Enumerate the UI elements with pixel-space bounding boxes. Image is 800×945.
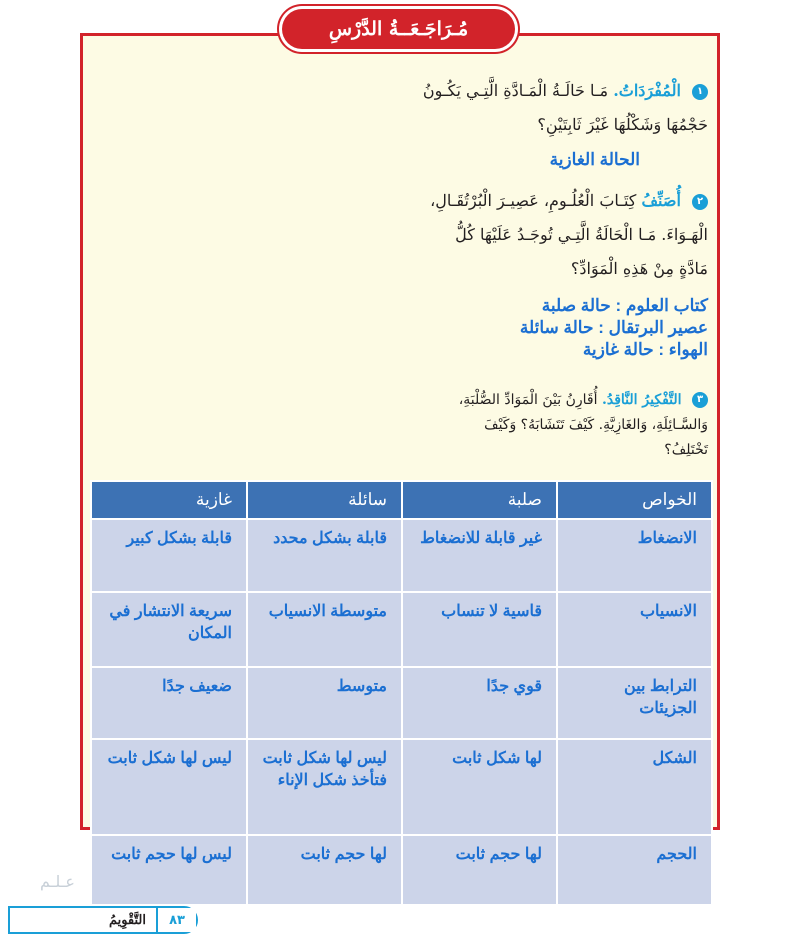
- table-header: صلبة: [402, 481, 557, 519]
- watermark-logo: عـلـم: [40, 872, 75, 891]
- question-term: التَّفْكِيرُ النَّاقِدُ.: [601, 392, 682, 408]
- question-text: حَجْمُهَا وَشَكْلُهَا غَيْرَ ثَابِتَيْنِ؟: [537, 115, 708, 134]
- question-1: [423, 74, 708, 142]
- table-cell: سريعة الانتشار في المكان: [91, 592, 247, 667]
- table-cell: قابلة بشكل كبير: [91, 519, 247, 592]
- row-property: الشكل: [557, 739, 712, 835]
- table-header: الخواص: [557, 481, 712, 519]
- table-header-row: [91, 481, 712, 519]
- table-cell: قوي جدًا: [402, 667, 557, 739]
- question-3-line-1: [459, 388, 708, 413]
- question-term: الْمُفْرَدَاتُ.: [613, 81, 681, 100]
- lesson-review-title: مُـرَاجَـعَــةُ الدَّرْسِ: [282, 9, 515, 49]
- question-2: [430, 184, 708, 286]
- table-row: [91, 835, 712, 905]
- question-number-badge: ٣: [692, 392, 708, 408]
- states-of-matter-table: [90, 480, 713, 906]
- table-cell: متوسطة الانسياب: [247, 592, 402, 667]
- answer-2: [520, 295, 708, 361]
- table-row: [91, 739, 712, 835]
- table-header: غازية: [91, 481, 247, 519]
- table-cell: ضعيف جدًا: [91, 667, 247, 739]
- question-text: مَادَّةٍ مِنْ هَذِهِ الْمَوَادِّ؟: [570, 259, 708, 278]
- answer-1: [550, 149, 640, 171]
- page-number: ٨٣: [156, 908, 196, 932]
- answer-text: الحالة الغازية: [549, 150, 640, 169]
- table-row: [91, 519, 712, 592]
- table-cell: متوسط: [247, 667, 402, 739]
- question-term: أُصَنِّفُ: [641, 191, 681, 210]
- page-footer: [8, 906, 198, 934]
- answer-text: كتاب العلوم : حالة صلبة: [541, 296, 708, 315]
- table-cell: قاسية لا تنساب: [402, 592, 557, 667]
- question-text: تَخْتَلِفُ؟: [664, 442, 708, 458]
- table-cell: لها شكل ثابت: [402, 739, 557, 835]
- row-property: الانضغاط: [557, 519, 712, 592]
- question-text: وَالسَّـائِلَةِ، وَالغَازِيَّةِ. كَيْفَ تَتَشَابَهُ؟ وَكَيْفَ: [484, 417, 708, 433]
- table-header: سائلة: [247, 481, 402, 519]
- question-number-badge: ٢: [692, 194, 708, 210]
- question-1-line-1: [423, 74, 708, 108]
- row-property: الترابط بين الجزيئات: [557, 667, 712, 739]
- table-row: [91, 667, 712, 739]
- table-cell: قابلة بشكل محدد: [247, 519, 402, 592]
- question-text: مَـا حَالَـةُ الْمَـادَّةِ الَّتِـي يَكُـونُ: [422, 81, 609, 100]
- table-cell: لها حجم ثابت: [402, 835, 557, 905]
- table-cell: ليس لها شكل ثابت فتأخذ شكل الإناء: [247, 739, 402, 835]
- row-property: الحجم: [557, 835, 712, 905]
- question-text: الْهَـوَاءَ. مَـا الْحَالَةُ الَّتِـي تُوجَـدُ عَلَيْهَا كُلُّ: [455, 225, 708, 244]
- question-text: كِتَـابَ الْعُلُـومِ، عَصِيـرَ الْبُرْتُقَـالِ،: [430, 191, 637, 210]
- question-text: أُقَارِنُ بَيْنَ الْمَوَادِّ الصُّلْبَةِ،: [458, 392, 598, 408]
- table-cell: غير قابلة للانضغاط: [402, 519, 557, 592]
- table-row: [91, 592, 712, 667]
- question-number-badge: ١: [692, 84, 708, 100]
- section-label: التَّقْوِيمُ: [108, 912, 146, 928]
- question-2-line-1: [430, 184, 708, 218]
- question-3: [459, 388, 708, 463]
- answer-text: الهواء : حالة غازية: [582, 340, 708, 359]
- table-cell: ليس لها حجم ثابت: [91, 835, 247, 905]
- table-cell: ليس لها شكل ثابت: [91, 739, 247, 835]
- answer-text: عصير البرتقال : حالة سائلة: [519, 318, 708, 337]
- row-property: الانسياب: [557, 592, 712, 667]
- table-cell: لها حجم ثابت: [247, 835, 402, 905]
